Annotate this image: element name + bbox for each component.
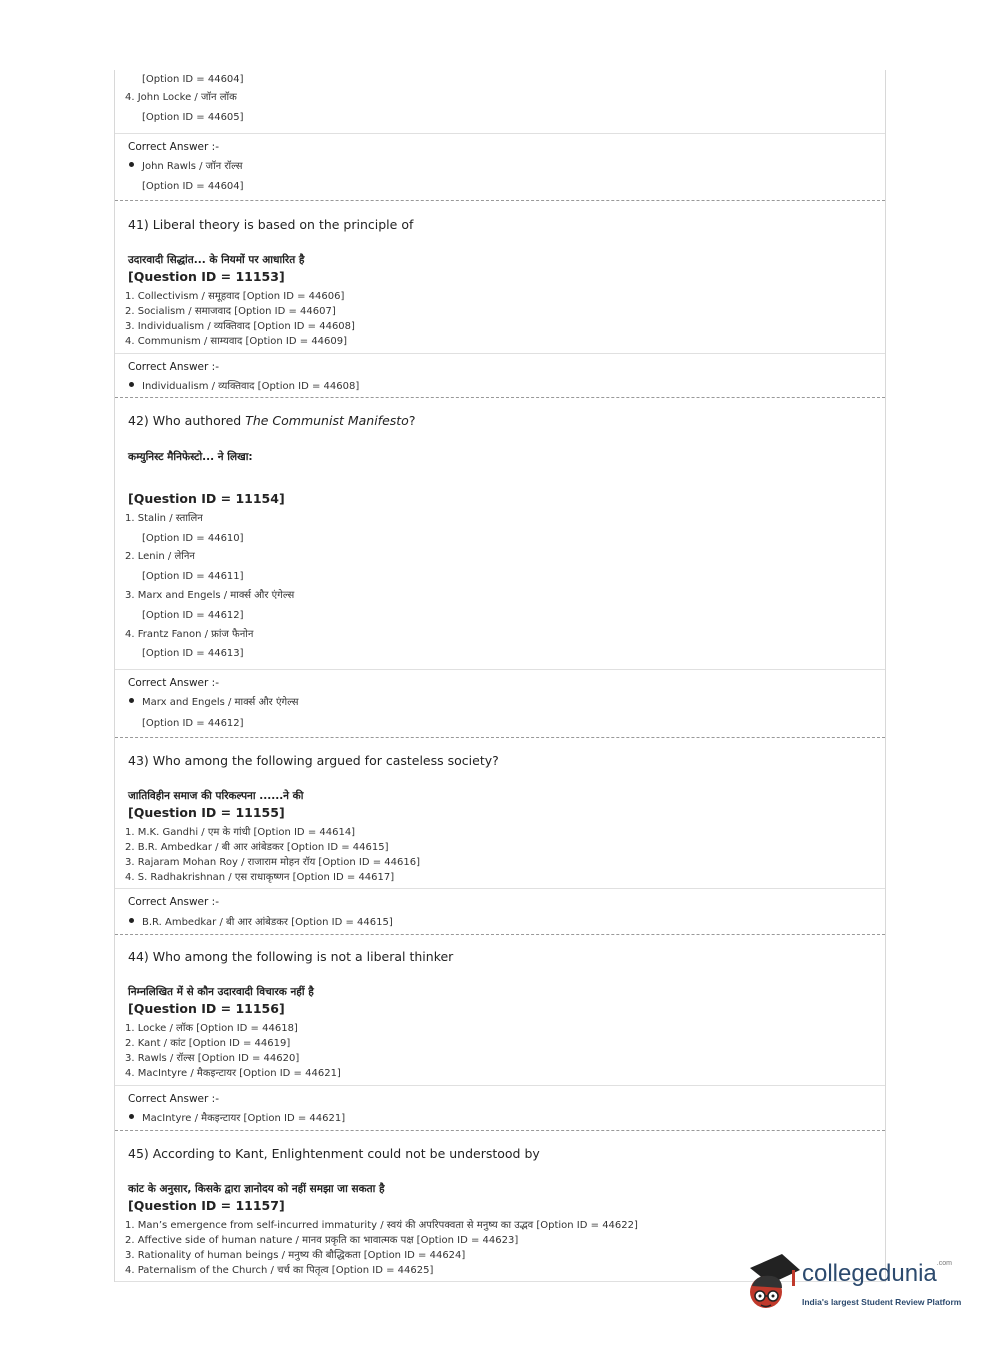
option-id: [Option ID = 44604] (142, 181, 244, 192)
option-item: 2. Kant / कांट [Option ID = 44619] (125, 1038, 291, 1049)
bullet (129, 698, 134, 703)
option-item: 1. Locke / लॉक [Option ID = 44618] (125, 1023, 298, 1034)
option-id: [Option ID = 44612] (142, 718, 244, 729)
bullet (129, 918, 134, 923)
bullet (129, 162, 134, 167)
option-id: [Option ID = 44613] (142, 648, 244, 659)
option-item: 1. Stalin / स्तालिन (125, 513, 203, 524)
option-item: 1. M.K. Gandhi / एम के गांधी [Option ID = 44614] (125, 827, 356, 838)
option-item: 4. John Locke / जॉन लॉक (125, 92, 237, 103)
question-separator (115, 200, 885, 201)
option-item: 2. Lenin / लेनिन (125, 551, 195, 562)
question-hindi: उदारवादी सिद्धांत... के नियमों पर आधारित है (128, 254, 305, 266)
question-id: [Question ID = 11155] (128, 805, 285, 820)
correct-answer-text: Individualism / व्यक्तिवाद [Option ID = 44608] (142, 381, 360, 392)
logo-tagline: India's largest Student Review Platform (802, 1297, 962, 1307)
option-id: [Option ID = 44605] (142, 112, 244, 123)
option-item: 4. Frantz Fanon / फ्रांज फैनोन (125, 629, 254, 640)
option-item: 1. Man’s emergence from self-incurred immaturity / स्वयं की अपरिपक्वता से मनुष्य का उद्भव [Option ID = 44622] (125, 1220, 638, 1231)
option-id: [Option ID = 44604] (142, 74, 244, 85)
question-separator (115, 934, 885, 935)
correct-answer-text: Marx and Engels / मार्क्स और एंगेल्स (142, 697, 299, 708)
option-item: 2. Socialism / समाजवाद [Option ID = 44607] (125, 306, 336, 317)
option-item: 1. Collectivism / समूहवाद [Option ID = 44606] (125, 291, 345, 302)
question-id: [Question ID = 11153] (128, 269, 285, 284)
divider (115, 133, 885, 134)
question-hindi: कम्युनिस्ट मैनिफेस्टो... ने लिखा: (128, 451, 253, 463)
question-title: 42) Who authored The Communist Manifesto? (128, 413, 416, 428)
divider (115, 888, 885, 889)
option-item: 4. S. Radhakrishnan / एस राधाकृष्णन [Option ID = 44617] (125, 872, 395, 883)
question-title: 43) Who among the following argued for casteless society? (128, 753, 499, 768)
option-id: [Option ID = 44612] (142, 610, 244, 621)
correct-answer-text: MacIntyre / मैकइन्टायर [Option ID = 44621] (142, 1113, 346, 1124)
question-hindi: कांट के अनुसार, किसके द्वारा ज्ञानोदय को नहीं समझा जा सकता है (128, 1183, 385, 1195)
divider (115, 1085, 885, 1086)
mascot-icon (742, 1250, 804, 1316)
question-id: [Question ID = 11157] (128, 1198, 285, 1213)
option-id: [Option ID = 44610] (142, 533, 244, 544)
question-id: [Question ID = 11154] (128, 491, 285, 506)
correct-answer-text: John Rawls / जॉन रॉल्स (142, 161, 243, 172)
question-hindi: निम्नलिखित में से कौन उदारवादी विचारक नहीं है (128, 986, 314, 998)
correct-answer-text: B.R. Ambedkar / बी आर आंबेडकर [Option ID = 44615] (142, 917, 393, 928)
option-item: 4. Paternalism of the Church / चर्च का पितृत्व [Option ID = 44625] (125, 1265, 434, 1276)
option-item: 3. Rationality of human beings / मनुष्य की बौद्धिकता [Option ID = 44624] (125, 1250, 466, 1261)
bullet (129, 1114, 134, 1119)
correct-answer-label: Correct Answer :- (128, 677, 219, 689)
correct-answer-label: Correct Answer :- (128, 361, 219, 373)
question-title: 41) Liberal theory is based on the principle of (128, 217, 414, 232)
correct-answer-label: Correct Answer :- (128, 141, 219, 153)
correct-answer-label: Correct Answer :- (128, 1093, 219, 1105)
option-item: 3. Individualism / व्यक्तिवाद [Option ID = 44608] (125, 321, 355, 332)
exam-sheet (114, 70, 886, 1282)
option-id: [Option ID = 44611] (142, 571, 244, 582)
divider (115, 669, 885, 670)
correct-answer-label: Correct Answer :- (128, 896, 219, 908)
option-item: 3. Marx and Engels / मार्क्स और एंगेल्स (125, 590, 295, 601)
divider (115, 353, 885, 354)
logo-wordmark: collegedunia$^{.com}$ (802, 1260, 952, 1287)
collegedunia-logo[interactable] (742, 1250, 972, 1320)
question-separator (115, 737, 885, 738)
bullet (129, 382, 134, 387)
question-title: 44) Who among the following is not a liberal thinker (128, 949, 454, 964)
question-id: [Question ID = 11156] (128, 1001, 285, 1016)
question-separator (115, 1130, 885, 1131)
option-item: 2. Affective side of human nature / मानव प्रकृति का भावात्मक पक्ष [Option ID = 44623] (125, 1235, 519, 1246)
option-item: 4. MacIntyre / मैकइन्टायर [Option ID = 44621] (125, 1068, 341, 1079)
option-item: 3. Rajaram Mohan Roy / राजाराम मोहन रॉय [Option ID = 44616] (125, 857, 420, 868)
option-item: 4. Communism / साम्यवाद [Option ID = 44609] (125, 336, 348, 347)
option-item: 3. Rawls / रॉल्स [Option ID = 44620] (125, 1053, 300, 1064)
option-item: 2. B.R. Ambedkar / बी आर आंबेडकर [Option ID = 44615] (125, 842, 389, 853)
question-title: 45) According to Kant, Enlightenment could not be understood by (128, 1146, 540, 1161)
question-hindi: जातिविहीन समाज की परिकल्पना ......ने की (128, 790, 304, 802)
question-separator (115, 397, 885, 398)
